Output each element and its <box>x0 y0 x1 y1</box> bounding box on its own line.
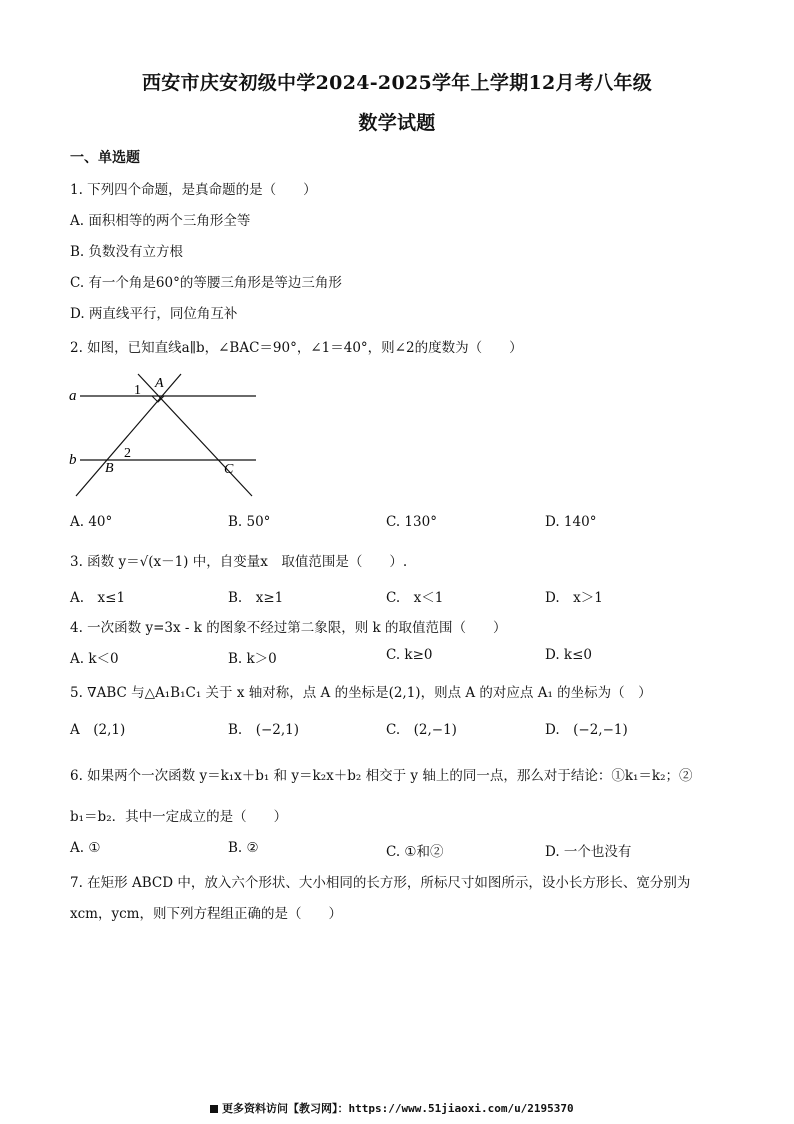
q3-stem: 3. 函数 y＝√(x－1) 中，自变量x 取值范围是（ ）. <box>70 554 408 570</box>
q2-stem: 2. 如图，已知直线a∥b，∠BAC＝90°，∠1＝40°，则∠2的度数为（ ） <box>70 340 523 356</box>
point-c-label: C <box>224 462 234 477</box>
q6-option-a: A. ① <box>70 840 101 856</box>
footer-text: 更多资料访问【教习网】：https://www.51jiaoxi.com/u/2195370 <box>222 1102 574 1115</box>
q6-option-b: B. ② <box>228 840 259 856</box>
line-a-label: a <box>69 388 77 404</box>
q5-stem: 5. ∇ABC 与△A₁B₁C₁ 关于 x 轴对称，点 A 的坐标是(2,1)，则点 A 的对应点 A₁ 的坐标为（ ） <box>70 685 652 701</box>
exam-subtitle: 数学试题 <box>358 112 436 134</box>
footer-link[interactable] <box>210 1100 574 1116</box>
q5-option-d: D. (−2,−1) <box>545 722 628 738</box>
q2-option-c: C. 130° <box>386 514 437 530</box>
q1-option-d: D. 两直线平行，同位角互补 <box>70 306 238 322</box>
angle-2-label: 2 <box>124 446 131 461</box>
q5-option-c: C. (2,−1) <box>386 722 457 738</box>
q3-option-c: C. x＜1 <box>386 590 444 606</box>
q1-option-a: A. 面积相等的两个三角形全等 <box>70 213 251 229</box>
exam-title: 西安市庆安初级中学2024-2025学年上学期12月考八年级 <box>141 72 653 94</box>
q6-option-c: C. ①和② <box>386 844 444 860</box>
q6-stem-line2: b₁＝b₂．其中一定成立的是（ ） <box>70 809 288 825</box>
q2-figure <box>66 368 266 503</box>
line-b-label: b <box>69 452 77 468</box>
q2-option-a: A. 40° <box>70 514 113 530</box>
point-b-label: B <box>105 461 114 476</box>
q4-option-c: C. k≥0 <box>386 647 433 663</box>
q5-option-b: B. (−2,1) <box>228 722 300 738</box>
q6-option-d: D. 一个也没有 <box>545 844 632 860</box>
angle-1-label: 1 <box>134 383 141 398</box>
q1-option-c: C. 有一个角是60°的等腰三角形是等边三角形 <box>70 275 342 291</box>
q4-stem: 4. 一次函数 y=3x - k 的图象不经过第二象限，则 k 的取值范围（ ） <box>70 620 507 636</box>
q3-option-a: A. x≤1 <box>70 590 126 606</box>
section-heading: 一、单选题 <box>70 150 140 166</box>
q6-stem-line1: 6. 如果两个一次函数 y＝k₁x＋b₁ 和 y＝k₂x＋b₂ 相交于 y 轴上的同一点，那么对于结论：①k₁＝k₂；② <box>70 768 693 784</box>
q2-option-b: B. 50° <box>228 514 271 530</box>
q1-stem: 1. 下列四个命题，是真命题的是（ ） <box>70 182 317 198</box>
q1-option-b: B. 负数没有立方根 <box>70 244 184 260</box>
q3-option-b: B. x≥1 <box>228 590 284 606</box>
q4-option-d: D. k≤0 <box>545 647 593 663</box>
flag-icon <box>210 1105 218 1113</box>
q4-option-b: B. k＞0 <box>228 651 277 667</box>
q3-option-d: D. x＞1 <box>545 590 603 606</box>
point-a-label: A <box>155 376 164 391</box>
q5-option-a: A (2,1) <box>70 722 126 738</box>
q7-stem-line1: 7. 在矩形 ABCD 中，放入六个形状、大小相同的长方形，所标尺寸如图所示，设小长方形长、宽分别为 <box>70 875 691 891</box>
q4-option-a: A. k＜0 <box>70 651 119 667</box>
q7-stem-line2: xcm，ycm，则下列方程组正确的是（ ） <box>70 906 342 922</box>
q2-option-d: D. 140° <box>545 514 597 530</box>
